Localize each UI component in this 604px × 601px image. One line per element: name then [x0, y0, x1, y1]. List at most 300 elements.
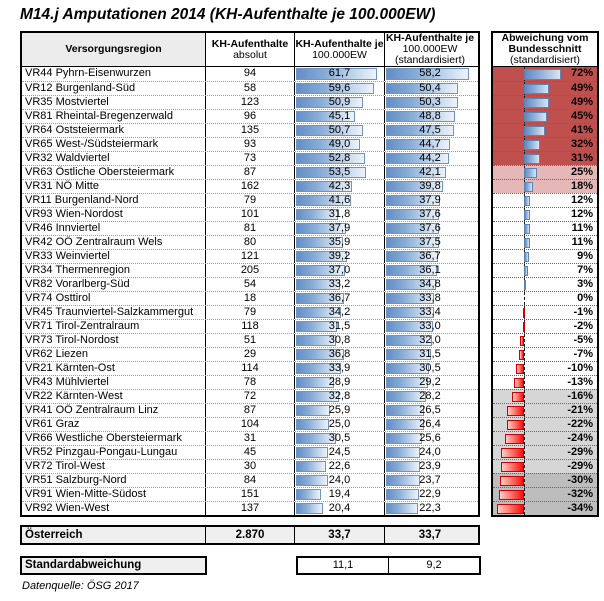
deviation-row	[493, 361, 597, 375]
deviation-row	[493, 417, 597, 431]
deviation-value: 18%	[570, 180, 593, 192]
region-cell: VR43 Mühlviertel	[25, 376, 109, 388]
rate-value: 50,7	[328, 124, 351, 136]
content-area	[20, 31, 604, 517]
rate-value: 34,2	[328, 306, 351, 318]
deviation-value: 31%	[570, 152, 593, 164]
totals-rate-standardized: 33,7	[384, 527, 475, 543]
rate-value: 30,8	[328, 334, 351, 346]
deviation-row	[493, 473, 597, 487]
std-cell	[384, 222, 475, 235]
region-cell: VR81 Rheintal-Bregenzerwald	[25, 110, 173, 122]
rate-cell	[294, 250, 384, 263]
region-cell: VR42 OÖ Zentralraum Wels	[25, 236, 163, 248]
std-cell	[384, 418, 475, 431]
rate-cell	[294, 488, 384, 501]
rate-value: 59,6	[328, 82, 351, 94]
std-cell	[384, 320, 475, 333]
absolut-cell: 73	[205, 152, 294, 165]
rate-cell	[294, 222, 384, 235]
table-row	[22, 445, 478, 459]
deviation-body	[493, 67, 597, 515]
std-cell	[384, 474, 475, 487]
region-cell: VR45 Traunviertel-Salzkammergut	[25, 306, 194, 318]
absolut-cell: 205	[205, 264, 294, 277]
rate-cell	[294, 236, 384, 249]
region-cell: VR51 Salzburg-Nord	[25, 474, 127, 486]
rate-value: 45,1	[328, 110, 351, 122]
absolut-cell: 72	[205, 390, 294, 403]
rate-cell	[294, 152, 384, 165]
rate-value: 33,9	[328, 362, 351, 374]
std-cell	[384, 166, 475, 179]
rate-cell	[294, 194, 384, 207]
std-value: 31,5	[419, 348, 441, 360]
deviation-row	[493, 305, 597, 319]
std-cell	[384, 362, 475, 375]
std-cell	[384, 124, 475, 137]
rate-value: 30,5	[328, 432, 351, 444]
rate-cell	[294, 474, 384, 487]
totals-absolut: 2.870	[205, 527, 294, 543]
std-cell	[384, 194, 475, 207]
deviation-value: -32%	[567, 488, 593, 500]
table-row	[22, 207, 478, 221]
table-row	[22, 375, 478, 389]
stddev-row	[20, 556, 604, 575]
rate-cell	[294, 82, 384, 95]
deviation-row	[493, 487, 597, 501]
deviation-value: -22%	[567, 418, 593, 430]
stddev-values	[296, 556, 481, 575]
deviation-row	[493, 249, 597, 263]
rate-value: 50,9	[328, 96, 351, 108]
rate-value: 37,0	[328, 264, 351, 276]
deviation-row	[493, 165, 597, 179]
absolut-cell: 30	[205, 460, 294, 473]
std-value: 34,8	[419, 278, 441, 290]
std-value: 30,5	[419, 362, 441, 374]
std-value: 32,0	[419, 334, 441, 346]
std-value: 22,9	[419, 488, 441, 500]
rate-cell	[294, 306, 384, 319]
std-value: 36,1	[419, 264, 441, 276]
deviation-table	[491, 31, 599, 517]
deviation-value: -5%	[573, 334, 593, 346]
absolut-cell: 45	[205, 446, 294, 459]
page-title: M14.j Amputationen 2014 (KH-Aufenthalte je 100.000EW)	[20, 6, 436, 23]
region-cell: VR73 Tirol-Nordost	[25, 334, 119, 346]
absolut-cell: 29	[205, 348, 294, 361]
rate-value: 36,8	[328, 348, 351, 360]
std-cell	[384, 82, 475, 95]
region-cell: VR64 Oststeiermark	[25, 124, 125, 136]
header-rate-standardized: KH-Aufenthalte je 100.000EW (standardisiert)	[385, 32, 475, 66]
deviation-value: -21%	[567, 404, 593, 416]
deviation-row	[493, 109, 597, 123]
region-cell: VR52 Pinzgau-Pongau-Lungau	[25, 446, 178, 458]
std-cell	[384, 334, 475, 347]
deviation-value: 12%	[570, 208, 593, 220]
absolut-cell: 135	[205, 124, 294, 137]
absolut-cell: 80	[205, 236, 294, 249]
rate-cell	[294, 180, 384, 193]
deviation-value: 12%	[570, 194, 593, 206]
absolut-cell: 18	[205, 292, 294, 305]
absolut-cell: 93	[205, 138, 294, 151]
region-cell: VR22 Kärnten-West	[25, 390, 123, 402]
rate-value: 32,8	[328, 390, 351, 402]
deviation-row	[493, 277, 597, 291]
rate-value: 39,2	[328, 250, 351, 262]
table-row	[22, 403, 478, 417]
region-cell: VR44 Pyhrn-Eisenwurzen	[25, 67, 151, 79]
deviation-row	[493, 291, 597, 305]
region-cell: VR32 Waldviertel	[25, 152, 110, 164]
absolut-cell: 94	[205, 67, 294, 81]
table-row	[22, 81, 478, 95]
rate-cell	[294, 292, 384, 305]
region-cell: VR66 Westliche Obersteiermark	[25, 432, 182, 444]
region-cell: VR91 Wien-Mitte-Südost	[25, 488, 147, 500]
std-value: 44,2	[419, 152, 441, 164]
table-row	[22, 277, 478, 291]
deviation-row	[493, 375, 597, 389]
table-row	[22, 137, 478, 151]
table-header-row	[22, 33, 478, 67]
region-cell: VR11 Burgenland-Nord	[25, 194, 139, 206]
std-value: 25,6	[419, 432, 441, 444]
deviation-value: 45%	[570, 110, 593, 122]
rate-cell	[294, 390, 384, 403]
region-cell: VR31 NÖ Mitte	[25, 180, 99, 192]
absolut-cell: 114	[205, 362, 294, 375]
rate-cell	[294, 432, 384, 445]
deviation-value: 32%	[570, 138, 593, 150]
absolut-cell: 101	[205, 208, 294, 221]
absolut-cell: 96	[205, 110, 294, 123]
table-row	[22, 179, 478, 193]
table-row	[22, 221, 478, 235]
std-value: 24,0	[419, 446, 441, 458]
absolut-cell: 162	[205, 180, 294, 193]
absolut-cell: 54	[205, 278, 294, 291]
deviation-row	[493, 95, 597, 109]
deviation-value: 41%	[570, 124, 593, 136]
std-cell	[384, 152, 475, 165]
deviation-value: 0%	[577, 292, 593, 304]
deviation-value: -29%	[567, 446, 593, 458]
absolut-cell: 151	[205, 488, 294, 501]
table-row	[22, 235, 478, 249]
std-value: 37,9	[419, 194, 441, 206]
absolut-cell: 118	[205, 320, 294, 333]
stddev-label: Standardabweichung	[20, 556, 207, 575]
table-row	[22, 291, 478, 305]
std-cell	[384, 138, 475, 151]
totals-label: Österreich	[25, 529, 83, 541]
rate-cell	[294, 334, 384, 347]
std-value: 26,5	[419, 404, 441, 416]
rate-cell	[294, 404, 384, 417]
rate-cell	[294, 348, 384, 361]
deviation-row	[493, 263, 597, 277]
deviation-value: 11%	[571, 236, 593, 248]
rate-value: 24,0	[328, 474, 351, 486]
std-cell	[384, 67, 475, 81]
region-cell: VR92 Wien-West	[25, 502, 110, 514]
table-row	[22, 305, 478, 319]
table-body	[22, 67, 478, 515]
std-cell	[384, 278, 475, 291]
deviation-value: -13%	[567, 376, 593, 388]
rate-cell	[294, 110, 384, 123]
deviation-value: 25%	[570, 166, 593, 178]
region-cell: VR72 Tirol-West	[25, 460, 105, 472]
deviation-row	[493, 151, 597, 165]
region-cell: VR21 Kärnten-Ost	[25, 362, 115, 374]
region-cell: VR82 Vorarlberg-Süd	[25, 278, 130, 290]
table-row	[22, 123, 478, 137]
std-cell	[384, 264, 475, 277]
rate-cell	[294, 208, 384, 221]
rate-value: 19,4	[328, 488, 351, 500]
std-cell	[384, 390, 475, 403]
region-cell: VR34 Thermenregion	[25, 264, 130, 276]
rate-cell	[294, 418, 384, 431]
rate-cell	[294, 362, 384, 375]
table-row	[22, 151, 478, 165]
deviation-row	[493, 459, 597, 473]
deviation-value: 9%	[577, 250, 593, 262]
rate-value: 37,9	[328, 222, 351, 234]
absolut-cell: 84	[205, 474, 294, 487]
deviation-value: -24%	[567, 432, 593, 444]
table-row	[22, 361, 478, 375]
std-value: 23,7	[419, 474, 441, 486]
rate-value: 28,9	[328, 376, 351, 388]
rate-value: 53,5	[328, 166, 351, 178]
absolut-cell: 79	[205, 306, 294, 319]
deviation-row	[493, 347, 597, 361]
rate-cell	[294, 460, 384, 473]
table-row	[22, 319, 478, 333]
rate-cell	[294, 502, 384, 515]
region-cell: VR61 Graz	[25, 418, 80, 430]
rate-value: 31,8	[328, 208, 351, 220]
std-value: 29,2	[419, 376, 441, 388]
table-row	[22, 263, 478, 277]
header-absolut: KH-Aufenthalte absolut	[205, 33, 294, 66]
table-row	[22, 249, 478, 263]
std-value: 42,1	[419, 166, 441, 178]
absolut-cell: 51	[205, 334, 294, 347]
std-value: 50,3	[419, 96, 441, 108]
region-cell: VR33 Weinviertel	[25, 250, 110, 262]
table-row	[22, 67, 478, 81]
deviation-row	[493, 67, 597, 81]
rate-cell	[294, 138, 384, 151]
table-row	[22, 333, 478, 347]
deviation-row	[493, 319, 597, 333]
std-cell	[384, 292, 475, 305]
std-value: 44,7	[419, 138, 441, 150]
std-value: 28,2	[419, 390, 441, 402]
deviation-row	[493, 235, 597, 249]
std-cell	[384, 348, 475, 361]
std-cell	[384, 376, 475, 389]
table-row	[22, 501, 478, 515]
deviation-row	[493, 193, 597, 207]
deviation-row	[493, 81, 597, 95]
std-value: 22,3	[419, 502, 441, 514]
header-rate: KH-Aufenthalte je 100.000EW	[294, 33, 384, 66]
std-cell	[384, 250, 475, 263]
deviation-value: 72%	[570, 67, 593, 79]
deviation-row	[493, 403, 597, 417]
deviation-value: -34%	[567, 502, 593, 514]
header-region: Versorgungsregion	[22, 33, 205, 66]
region-cell: VR12 Burgenland-Süd	[25, 82, 136, 94]
rate-value: 36,7	[328, 292, 351, 304]
region-cell: VR35 Mostviertel	[25, 96, 109, 108]
std-value: 23,9	[419, 460, 441, 472]
table-row	[22, 473, 478, 487]
deviation-row	[493, 123, 597, 137]
rate-value: 20,4	[328, 502, 351, 514]
region-cell: VR41 OÖ Zentralraum Linz	[25, 404, 159, 416]
std-cell	[384, 502, 475, 515]
data-source-note: Datenquelle: ÖSG 2017	[22, 580, 139, 592]
std-value: 47,5	[419, 124, 441, 136]
totals-rate: 33,7	[294, 527, 384, 543]
deviation-row	[493, 445, 597, 459]
absolut-cell: 137	[205, 502, 294, 515]
table-row	[22, 95, 478, 109]
table-row	[22, 459, 478, 473]
totals-row	[20, 525, 480, 545]
table-row	[22, 431, 478, 445]
deviation-row	[493, 137, 597, 151]
absolut-cell: 79	[205, 194, 294, 207]
rate-cell	[294, 124, 384, 137]
std-value: 33,8	[419, 292, 441, 304]
deviation-value: -1%	[573, 306, 593, 318]
region-cell: VR74 Osttirol	[25, 292, 91, 304]
region-cell: VR65 West-/Südsteiermark	[25, 138, 159, 150]
std-value: 50,4	[419, 82, 441, 94]
deviation-value: 3%	[577, 278, 593, 290]
table-row	[22, 417, 478, 431]
rate-cell	[294, 264, 384, 277]
absolut-cell: 58	[205, 82, 294, 95]
deviation-value: -16%	[567, 390, 593, 402]
deviation-row	[493, 207, 597, 221]
rate-cell	[294, 278, 384, 291]
rate-value: 25,9	[328, 404, 351, 416]
std-value: 33,0	[419, 320, 441, 332]
std-cell	[384, 404, 475, 417]
region-cell: VR93 Wien-Nordost	[25, 208, 123, 220]
rate-value: 22,6	[328, 460, 351, 472]
table-row	[22, 109, 478, 123]
std-cell	[384, 306, 475, 319]
rate-value: 61,7	[328, 67, 351, 79]
rate-value: 42,3	[328, 180, 351, 192]
std-value: 39,8	[419, 180, 441, 192]
rate-cell	[294, 67, 384, 81]
std-cell	[384, 208, 475, 221]
deviation-row	[493, 389, 597, 403]
rate-value: 33,2	[328, 278, 351, 290]
rate-cell	[294, 446, 384, 459]
rate-value: 49,0	[328, 138, 351, 150]
rate-cell	[294, 96, 384, 109]
deviation-row	[493, 221, 597, 235]
region-cell: VR71 Tirol-Zentralraum	[25, 320, 140, 332]
absolut-cell: 87	[205, 166, 294, 179]
region-cell: VR46 Innviertel	[25, 222, 101, 234]
rate-value: 35,9	[328, 236, 351, 248]
std-cell	[384, 432, 475, 445]
table-row	[22, 389, 478, 403]
rate-value: 52,8	[328, 152, 351, 164]
table-row	[22, 193, 478, 207]
rate-value: 41,6	[328, 194, 351, 206]
deviation-value: 7%	[577, 264, 593, 276]
rate-cell	[294, 376, 384, 389]
std-cell	[384, 180, 475, 193]
deviation-value: 49%	[570, 96, 593, 108]
deviation-row	[493, 333, 597, 347]
deviation-value: -30%	[567, 474, 593, 486]
std-value: 33,4	[419, 306, 441, 318]
std-value: 48,8	[419, 110, 441, 122]
table-row	[22, 487, 478, 501]
stddev-rate-standardized: 9,2	[388, 558, 479, 573]
stddev-rate: 11,1	[332, 559, 354, 571]
rate-value: 31,5	[328, 320, 351, 332]
deviation-value: -2%	[573, 320, 593, 332]
absolut-cell: 31	[205, 432, 294, 445]
rate-cell	[294, 320, 384, 333]
deviation-row	[493, 501, 597, 515]
absolut-cell: 104	[205, 418, 294, 431]
region-cell: VR63 Östliche Obersteiermark	[25, 166, 175, 178]
rate-cell	[294, 166, 384, 179]
deviation-value: -29%	[567, 460, 593, 472]
std-value: 26,4	[419, 418, 441, 430]
deviation-row	[493, 431, 597, 445]
std-cell	[384, 446, 475, 459]
std-cell	[384, 96, 475, 109]
std-cell	[384, 460, 475, 473]
std-value: 58,2	[419, 67, 441, 79]
table-row	[22, 165, 478, 179]
std-cell	[384, 236, 475, 249]
std-value: 37,6	[419, 222, 441, 234]
absolut-cell: 78	[205, 376, 294, 389]
deviation-row	[493, 179, 597, 193]
deviation-value: 49%	[570, 82, 593, 94]
std-value: 36,7	[419, 250, 441, 262]
deviation-header: Abweichung vom Bundesschnitt (standardisiert)	[493, 33, 597, 67]
deviation-value: 11%	[571, 222, 593, 234]
rate-value: 25,0	[328, 418, 351, 430]
std-value: 37,6	[419, 208, 441, 220]
absolut-cell: 81	[205, 222, 294, 235]
region-cell: VR62 Liezen	[25, 348, 88, 360]
